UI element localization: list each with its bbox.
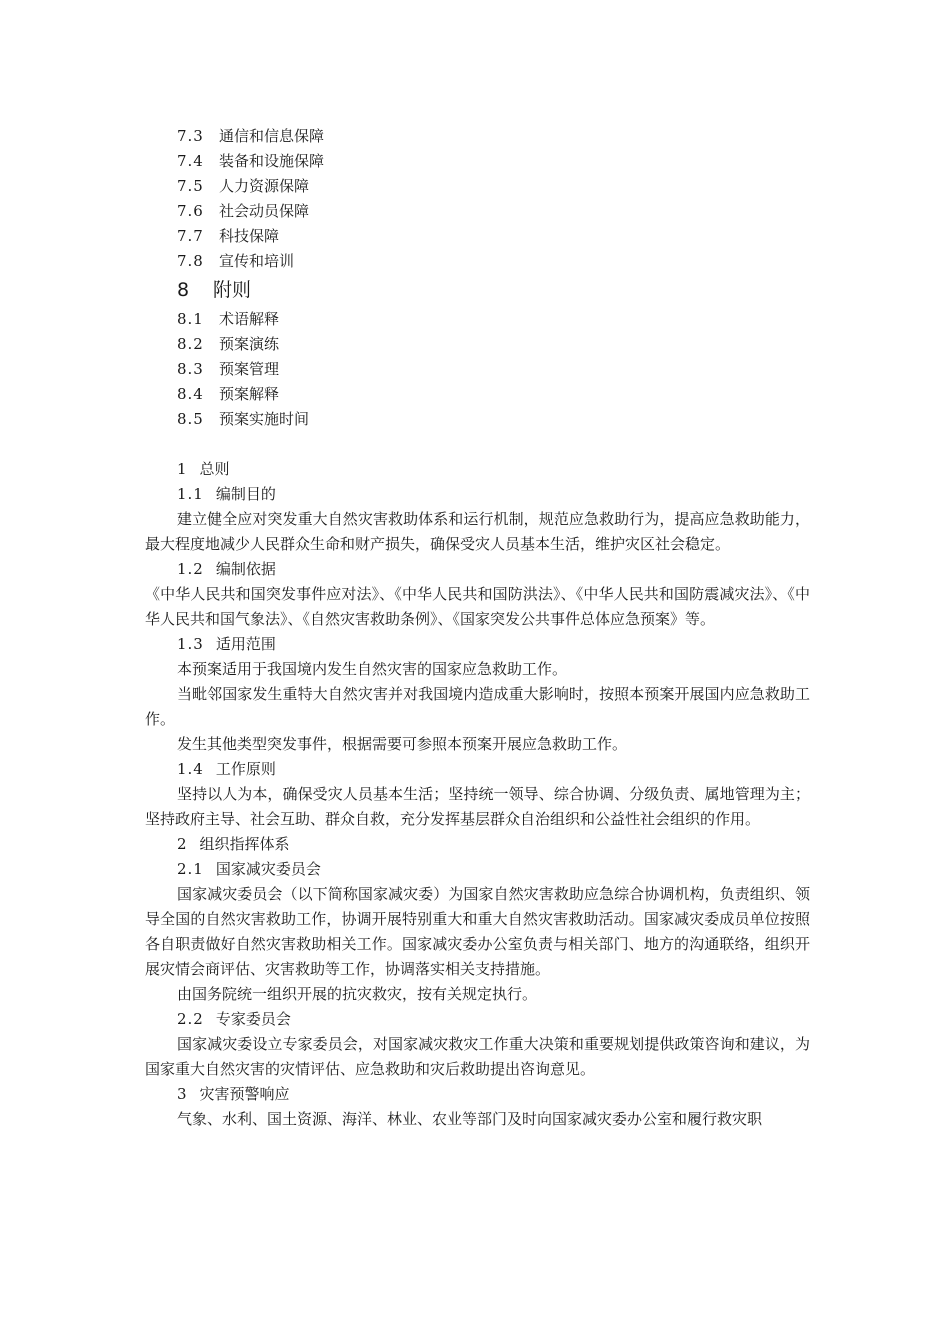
subsection-number: 2.1	[177, 860, 204, 878]
toc-chapter-text: 附则	[213, 279, 252, 301]
subsection-number: 2.2	[177, 1010, 204, 1028]
toc-item	[145, 174, 810, 199]
toc-item-text: 装备和设施保障	[219, 152, 325, 170]
toc-item-text: 人力资源保障	[219, 177, 310, 195]
section-number: 3	[177, 1085, 188, 1103]
section-title: 灾害预警响应	[199, 1085, 290, 1103]
subsection-number: 1.2	[177, 560, 204, 578]
paragraph: 发生其他类型突发事件，根据需要可参照本预案开展应急救助工作。	[177, 735, 628, 753]
subsection-number: 1.4	[177, 760, 204, 778]
toc-item-text: 预案解释	[219, 385, 280, 403]
toc-item	[145, 149, 810, 174]
document-body	[145, 457, 810, 1132]
toc-item-number: 7.3	[177, 127, 204, 145]
document-page	[145, 124, 810, 1132]
paragraph: 由国务院统一组织开展的抗灾救灾，按有关规定执行。	[177, 985, 538, 1003]
section-number: 2	[177, 835, 188, 853]
toc-item-text: 预案管理	[219, 360, 280, 378]
paragraph: 气象、水利、国土资源、海洋、林业、农业等部门及时向国家减灾委办公室和履行救灾职	[177, 1110, 763, 1128]
section-heading	[145, 832, 810, 857]
subsection-heading	[145, 482, 810, 507]
paragraph: 建立健全应对突发重大自然灾害救助体系和运行机制，规范应急救助行为，提高应急救助能力，最大程度地减少人民群众生命和财产损失，确保受灾人员基本生活，维护灾区社会稳定。	[145, 510, 810, 553]
subsection-title: 国家减灾委员会	[215, 860, 321, 878]
toc-item-text: 通信和信息保障	[219, 127, 325, 145]
paragraph: 国家减灾委员会（以下简称国家减灾委）为国家自然灾害救助应急综合协调机构，负责组织、领导全国的自然灾害救助工作，协调开展特别重大和重大自然灾害救助活动。国家减灾委成员单位按照各自职责做好自然灾害救助相关工作。国家减灾委办公室负责与相关部门、地方的沟通联络，组织开展灾情会商评估、灾害救助等工作，协调落实相关支持措施。	[145, 885, 810, 978]
section-title: 总则	[199, 460, 230, 478]
toc-chapter-number: 8	[177, 279, 191, 301]
subsection-number: 1.1	[177, 485, 204, 503]
section-heading	[145, 1082, 810, 1107]
toc-item-number: 7.6	[177, 202, 204, 220]
toc-item-number: 8.4	[177, 385, 204, 403]
toc-item	[145, 124, 810, 149]
toc-chapter-heading	[145, 274, 810, 307]
toc-item-number: 7.7	[177, 227, 204, 245]
paragraph: 国家减灾委设立专家委员会，对国家减灾救灾工作重大决策和重要规划提供政策咨询和建议，为国家重大自然灾害的灾情评估、应急救助和灾后救助提出咨询意见。	[145, 1035, 810, 1078]
section-heading	[145, 457, 810, 482]
subsection-heading	[145, 632, 810, 657]
toc-item-text: 科技保障	[219, 227, 280, 245]
toc-item	[145, 307, 810, 332]
toc-item	[145, 224, 810, 249]
paragraph: 《中华人民共和国突发事件应对法》、《中华人民共和国防洪法》、《中华人民共和国防震减灾法》、《中华人民共和国气象法》、《自然灾害救助条例》、《国家突发公共事件总体应急预案》等。	[145, 585, 810, 628]
toc-item-number: 8.1	[177, 310, 204, 328]
toc-item	[145, 249, 810, 274]
subsection-heading	[145, 757, 810, 782]
toc-item-number: 7.5	[177, 177, 204, 195]
toc-list	[145, 124, 810, 432]
section-number: 1	[177, 460, 188, 478]
toc-item-text: 术语解释	[219, 310, 280, 328]
spacer	[145, 432, 810, 457]
toc-item-text: 预案演练	[219, 335, 280, 353]
toc-item	[145, 407, 810, 432]
toc-item-text: 社会动员保障	[219, 202, 310, 220]
subsection-title: 编制目的	[215, 485, 276, 503]
paragraph: 当毗邻国家发生重特大自然灾害并对我国境内造成重大影响时，按照本预案开展国内应急救助工作。	[145, 685, 810, 728]
toc-item	[145, 382, 810, 407]
subsection-title: 专家委员会	[215, 1010, 291, 1028]
subsection-heading	[145, 857, 810, 882]
toc-item	[145, 199, 810, 224]
subsection-heading	[145, 1007, 810, 1032]
toc-item-text: 预案实施时间	[219, 410, 310, 428]
section-title: 组织指挥体系	[199, 835, 290, 853]
toc-item-number: 8.5	[177, 410, 204, 428]
subsection-heading	[145, 557, 810, 582]
toc-item-text: 宣传和培训	[219, 252, 295, 270]
toc-item-number: 8.3	[177, 360, 204, 378]
subsection-title: 工作原则	[215, 760, 276, 778]
subsection-title: 编制依据	[215, 560, 276, 578]
toc-item-number: 8.2	[177, 335, 204, 353]
subsection-title: 适用范围	[215, 635, 276, 653]
toc-item	[145, 332, 810, 357]
toc-item-number: 7.4	[177, 152, 204, 170]
toc-item-number: 7.8	[177, 252, 204, 270]
subsection-number: 1.3	[177, 635, 204, 653]
paragraph: 本预案适用于我国境内发生自然灾害的国家应急救助工作。	[177, 660, 568, 678]
paragraph: 坚持以人为本，确保受灾人员基本生活；坚持统一领导、综合协调、分级负责、属地管理为主；坚持政府主导、社会互助、群众自救，充分发挥基层群众自治组织和公益性社会组织的作用。	[145, 785, 810, 828]
toc-item	[145, 357, 810, 382]
